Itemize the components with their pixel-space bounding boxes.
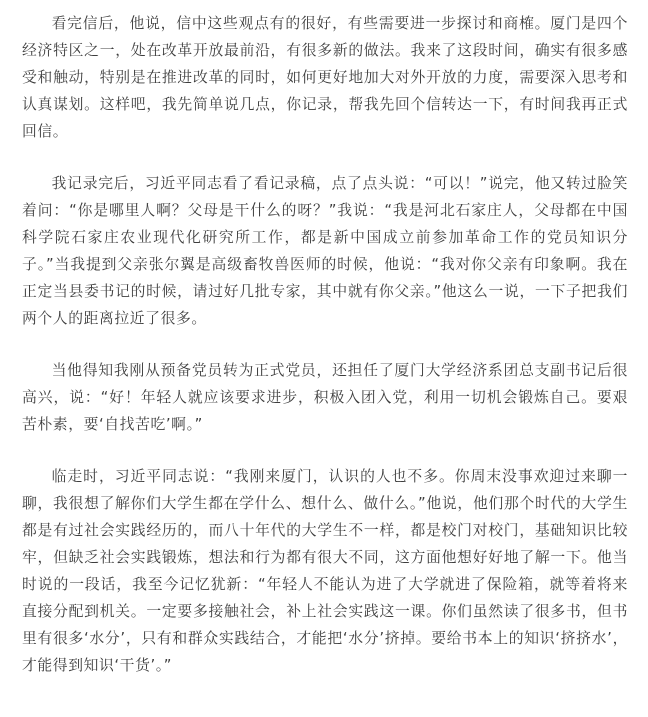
paragraph-1: 看完信后，他说，信中这些观点有的很好，有些需要进一步探讨和商榷。厦门是四个经济特区之一，处在改革开放最前沿，有很多新的做法。我来了这段时间，确实有很多感受和触动，特别是在推进改革的同时，如何更好地加大对外开放的力度，需要深入思考和认真谋划。这样吧，我先简单说几点，你记录，帮我先回个信转达一下，有时间我再正式回信。 (22, 15, 628, 140)
paragraph-4: 临走时，习近平同志说：“我刚来厦门，认识的人也不多。你周末没事欢迎过来聊一聊，我很想了解你们大学生都在学什么、想什么、做什么。”他说，他们那个时代的大学生都是有过社会实践经历的，而八十年代的大学生不一样，都是校门对校门，基础知识比较牢，但缺乏社会实践锻炼，想法和行为都有很大不同，这方面他想好好地了解一下。他当时说的一段话，我至今记忆犹新：“年轻人不能认为进了大学就进了保险箱，就等着将来直接分配到机关。一定要多接触社会，补上社会实践这一课。你们虽然读了很多书，但书里有很多‘水分’，只有和群众实践结合，才能把‘水分’挤掉。要给书本上的知识‘挤挤水’，才能得到知识‘干货’。” (22, 468, 628, 674)
article-body (22, 10, 628, 704)
paragraph-3: 当他得知我刚从预备党员转为正式党员，还担任了厦门大学经济系团总支副书记后很高兴，说：“好！年轻人就应该要求进步，积极入团入党，利用一切机会锻炼自己。要艰苦朴素，要‘自找苦吃’啊。” (22, 362, 628, 433)
paragraph-2: 我记录完后，习近平同志看了看记录稿，点了点头说：“可以！”说完，他又转过脸笑着问：“你是哪里人啊？父母是干什么的呀？”我说：“我是河北石家庄人，父母都在中国科学院石家庄农业现代化研究所工作，都是新中国成立前参加革命工作的党员知识分子。”当我提到父亲张尔翼是高级畜牧兽医师的时候，他说：“我对你父亲有印象啊。我在正定当县委书记的时候，请过好几批专家，其中就有你父亲。”他这么一说，一下子把我们两个人的距离拉近了很多。 (22, 175, 628, 327)
